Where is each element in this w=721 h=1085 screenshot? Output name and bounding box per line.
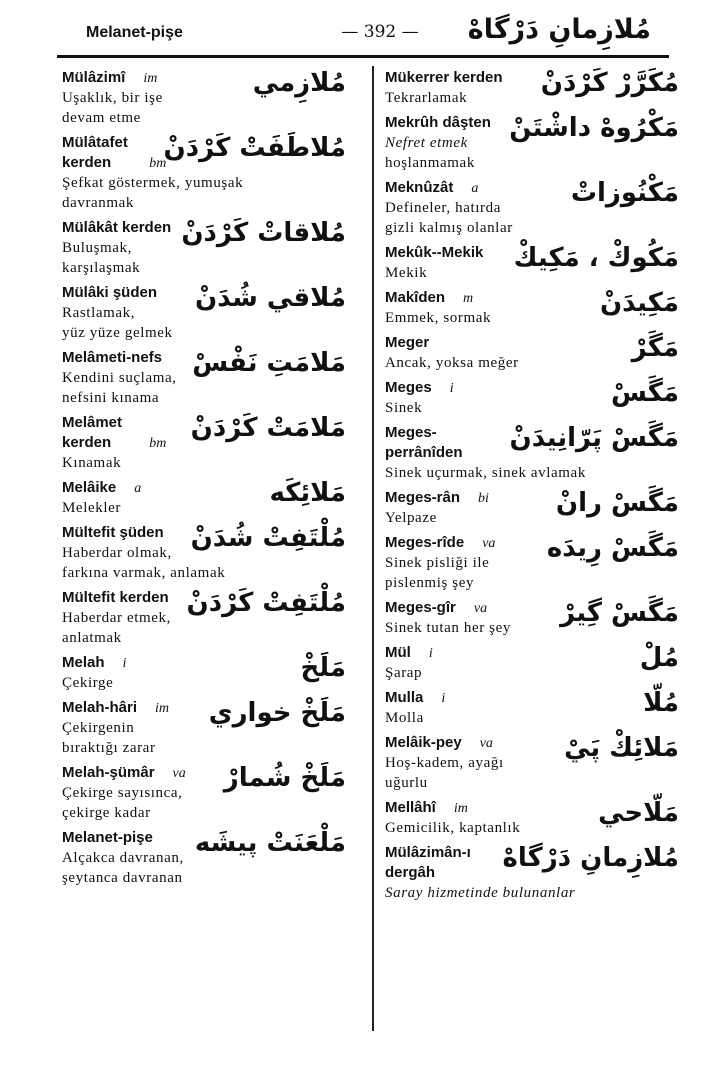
headword-text: Melanet-pişe	[62, 829, 153, 846]
arabic-script-word: مَلائِكْ پَيْ	[564, 733, 679, 763]
arabic-script-word: مَلَخْ	[300, 653, 346, 683]
dictionary-entry	[62, 413, 348, 473]
grammar-tag: im	[453, 801, 468, 816]
definition-line: Çekirgenin	[62, 720, 135, 736]
arabic-script-word: مَگَسْ	[611, 378, 679, 408]
column-divider	[372, 66, 374, 1031]
dictionary-entry	[385, 533, 681, 593]
definition-line: Mekik	[385, 265, 428, 281]
grammar-tag: m	[463, 291, 474, 306]
dictionary-entry	[385, 488, 681, 528]
definition-line: Defineler, hatırda	[385, 200, 501, 216]
definition-line: Haberdar olmak,	[62, 545, 172, 561]
arabic-script-word: مَگَسْ رانْ	[555, 488, 679, 518]
headword-text: Mülâkât kerden	[62, 219, 172, 236]
headword-text: Melah-şümâr	[62, 764, 155, 781]
running-head-arabic: مُلازِمانِ دَرْگاهْ	[467, 14, 651, 45]
definition-line: Kendini suçlama,	[62, 370, 177, 386]
definition-line: Tekrarlamak	[385, 90, 468, 106]
definition-line: şeytanca davranan	[62, 870, 183, 886]
headword-text: Meger	[385, 334, 430, 351]
definition-line: anlatmak	[62, 630, 122, 646]
arabic-script-word: مَكْنُوزاتْ	[570, 178, 679, 208]
grammar-tag: bm	[149, 436, 167, 451]
headword-text-cont: perrânîden	[385, 444, 463, 461]
definition-line: Alçakca davranan,	[62, 850, 184, 866]
arabic-script-word: مَكْرُوهْ داشْتَنْ	[509, 113, 679, 143]
definition-line: uğurlu	[385, 775, 428, 791]
grammar-tag: i	[449, 381, 454, 396]
definition-line: çekirge kadar	[62, 805, 151, 821]
definition-line: bıraktığı zarar	[62, 740, 156, 756]
headword-text: Mültefit kerden	[62, 589, 169, 606]
headword-text: Meges	[385, 379, 432, 396]
page-number: — 392 —	[341, 22, 419, 42]
headword-text: Meges-	[385, 424, 437, 441]
headword-text: Mellâhî	[385, 799, 436, 816]
headword-text: Mükerrer kerden	[385, 69, 503, 86]
definition-line: devam etme	[62, 110, 141, 126]
arabic-script-word: مُلاقي شُدَنْ	[195, 283, 346, 313]
arabic-script-word: مُلاطَفَتْ كَرْدَنْ	[163, 133, 346, 163]
headword-text: Mulla	[385, 689, 424, 706]
dictionary-entry	[62, 218, 348, 278]
entry-headword	[385, 643, 681, 663]
arabic-script-word: مُلْتَفِتْ شُدَنْ	[190, 523, 346, 553]
arabic-script-word: مَلَخْ شُمارْ	[223, 763, 346, 793]
headword-text: Mül	[385, 644, 411, 661]
headword-text: Melâmeti-nefs	[62, 349, 163, 366]
headword-text: Meges-rân	[385, 489, 461, 506]
dictionary-entry	[62, 348, 348, 408]
definition-line: Nefret etmek	[385, 135, 468, 151]
arabic-script-word: مُلازِمانِ دَرْگاهْ	[502, 843, 679, 873]
arabic-script-word: مُلازِمي	[252, 68, 346, 98]
definition-line: Çekirge sayısınca,	[62, 785, 183, 801]
grammar-tag: i	[428, 646, 433, 661]
definition-line: nefsini kınama	[62, 390, 160, 406]
headword-text: Meknûzât	[385, 179, 454, 196]
headword-text: Mülâzimân-ı	[385, 844, 471, 861]
dictionary-entry	[62, 653, 348, 693]
definition-line: yüz yüze gelmek	[62, 325, 173, 341]
arabic-script-word: مَگَسْ رِيدَه	[546, 533, 679, 563]
definition-line: Kınamak	[62, 455, 122, 471]
dictionary-entry	[385, 733, 681, 793]
dictionary-entry	[62, 283, 348, 343]
grammar-tag: i	[441, 691, 446, 706]
grammar-tag: a	[471, 181, 479, 196]
dictionary-entry	[385, 423, 681, 483]
entry-headword	[385, 688, 681, 708]
headword-text-cont: kerden	[62, 434, 112, 451]
definition-line: Gemicilik, kaptanlık	[385, 820, 521, 836]
arabic-script-word: مَگَرْ	[631, 333, 679, 363]
definition-line: Ancak, yoksa meğer	[385, 355, 519, 371]
headword-text: Mekûk--Mekik	[385, 244, 484, 261]
grammar-tag: bm	[149, 156, 167, 171]
definition-line: gizli kalmış olanlar	[385, 220, 513, 236]
headword-text: Mülâzimî	[62, 69, 126, 86]
headword-text: Melah	[62, 654, 105, 671]
definition-line: Saray hizmetinde bulunanlar	[385, 885, 576, 901]
dictionary-entry	[62, 478, 348, 518]
definition-line: karşılaşmak	[62, 260, 141, 276]
definition-line: Uşaklık, bir işe	[62, 90, 163, 106]
dictionary-entry	[62, 523, 348, 583]
dictionary-entry	[62, 133, 348, 213]
headword-text: Melâike	[62, 479, 117, 496]
dictionary-entry	[62, 698, 348, 758]
dictionary-entry	[385, 843, 681, 903]
definition-line: Buluşmak,	[62, 240, 132, 256]
dictionary-entry	[385, 68, 681, 108]
dictionary-entry	[62, 588, 348, 648]
left-column	[62, 68, 348, 893]
dictionary-entry	[385, 288, 681, 328]
dictionary-entry	[385, 798, 681, 838]
dictionary-entry	[62, 68, 348, 128]
grammar-tag: im	[143, 71, 158, 86]
dictionary-entry	[62, 828, 348, 888]
arabic-script-word: مَلْعَنَتْ پيشَه	[194, 828, 346, 858]
definition-line: Rastlamak,	[62, 305, 136, 321]
arabic-script-word: مَگَسْ گِيرْ	[560, 598, 679, 628]
arabic-script-word: مَلامَتِ نَفْسْ	[192, 348, 346, 378]
definition-line: Şarap	[385, 665, 423, 681]
header-rule	[57, 55, 669, 58]
headword-text: Mültefit şüden	[62, 524, 164, 541]
arabic-script-word: مَكُوكْ ، مَكِيكْ	[513, 243, 679, 273]
definition-line: Sinek uçurmak, sinek avlamak	[385, 465, 586, 481]
arabic-script-word: مَگَسْ پَرّانِيدَنْ	[509, 423, 679, 453]
arabic-script-word: مُلّا	[643, 688, 679, 718]
dictionary-entry	[385, 333, 681, 373]
grammar-tag: va	[473, 601, 488, 616]
definition-line: Haberdar etmek,	[62, 610, 171, 626]
arabic-script-word: مُلْتَفِتْ كَرْدَنْ	[186, 588, 346, 618]
definition-line: Yelpaze	[385, 510, 437, 526]
definition-line: hoşlanmamak	[385, 155, 475, 171]
arabic-script-word: مَلائِكَه	[269, 478, 346, 508]
definition-line: Molla	[385, 710, 424, 726]
arabic-script-word: مَلَخْ خواري	[208, 698, 346, 728]
grammar-tag: i	[122, 656, 127, 671]
definition-line: Emmek, sormak	[385, 310, 492, 326]
definition-line: Sinek tutan her şey	[385, 620, 511, 636]
definition-line: davranmak	[62, 195, 135, 211]
definition-line: Hoş-kadem, ayağı	[385, 755, 504, 771]
arabic-script-word: مَلّاحي	[598, 798, 679, 828]
headword-text: Melah-hâri	[62, 699, 138, 716]
headword-text-cont: dergâh	[385, 864, 436, 881]
dictionary-entry	[385, 178, 681, 238]
definition-line: Şefkat göstermek, yumuşak	[62, 175, 244, 191]
arabic-script-word: مُلْ	[639, 643, 679, 673]
grammar-tag: va	[172, 766, 186, 781]
definition-line: Çekirge	[62, 675, 114, 691]
definition-line: Melekler	[62, 500, 121, 516]
definition-line: pislenmiş şey	[385, 575, 475, 591]
dictionary-entry	[385, 113, 681, 173]
grammar-tag: bi	[478, 491, 489, 506]
definition-line: Sinek	[385, 400, 423, 416]
headword-text: Meges-gîr	[385, 599, 456, 616]
headword-text: Mülâki şüden	[62, 284, 158, 301]
dictionary-entry	[62, 763, 348, 823]
arabic-script-word: مَكِيدَنْ	[599, 288, 679, 318]
running-head-left: Melanet-pişe	[86, 24, 183, 41]
headword-text: Meges-rîde	[385, 534, 465, 551]
arabic-script-word: مَلامَتْ كَرْدَنْ	[190, 413, 346, 443]
headword-text: Melâik-pey	[385, 734, 462, 751]
dictionary-entry	[385, 688, 681, 728]
headword-text: Mülâtafet	[62, 134, 128, 151]
dictionary-entry	[385, 643, 681, 683]
headword-text-cont: kerden	[62, 154, 112, 171]
dictionary-entry	[385, 378, 681, 418]
definition-line: Sinek pisliği ile	[385, 555, 490, 571]
dictionary-entry	[385, 598, 681, 638]
definition-line: farkına varmak, anlamak	[62, 565, 226, 581]
grammar-tag: va	[482, 536, 496, 551]
grammar-tag: va	[479, 736, 493, 751]
right-column	[385, 68, 681, 908]
grammar-tag: a	[134, 481, 142, 496]
headword-text: Makîden	[385, 289, 446, 306]
dictionary-entry	[385, 243, 681, 283]
arabic-script-word: مُلاقاتْ كَرْدَنْ	[181, 218, 346, 248]
headword-text: Mekrûh dâşten	[385, 114, 491, 131]
grammar-tag: im	[155, 701, 170, 716]
arabic-script-word: مُكَرَّرْ كَرْدَنْ	[540, 68, 679, 98]
headword-text: Melâmet	[62, 414, 123, 431]
